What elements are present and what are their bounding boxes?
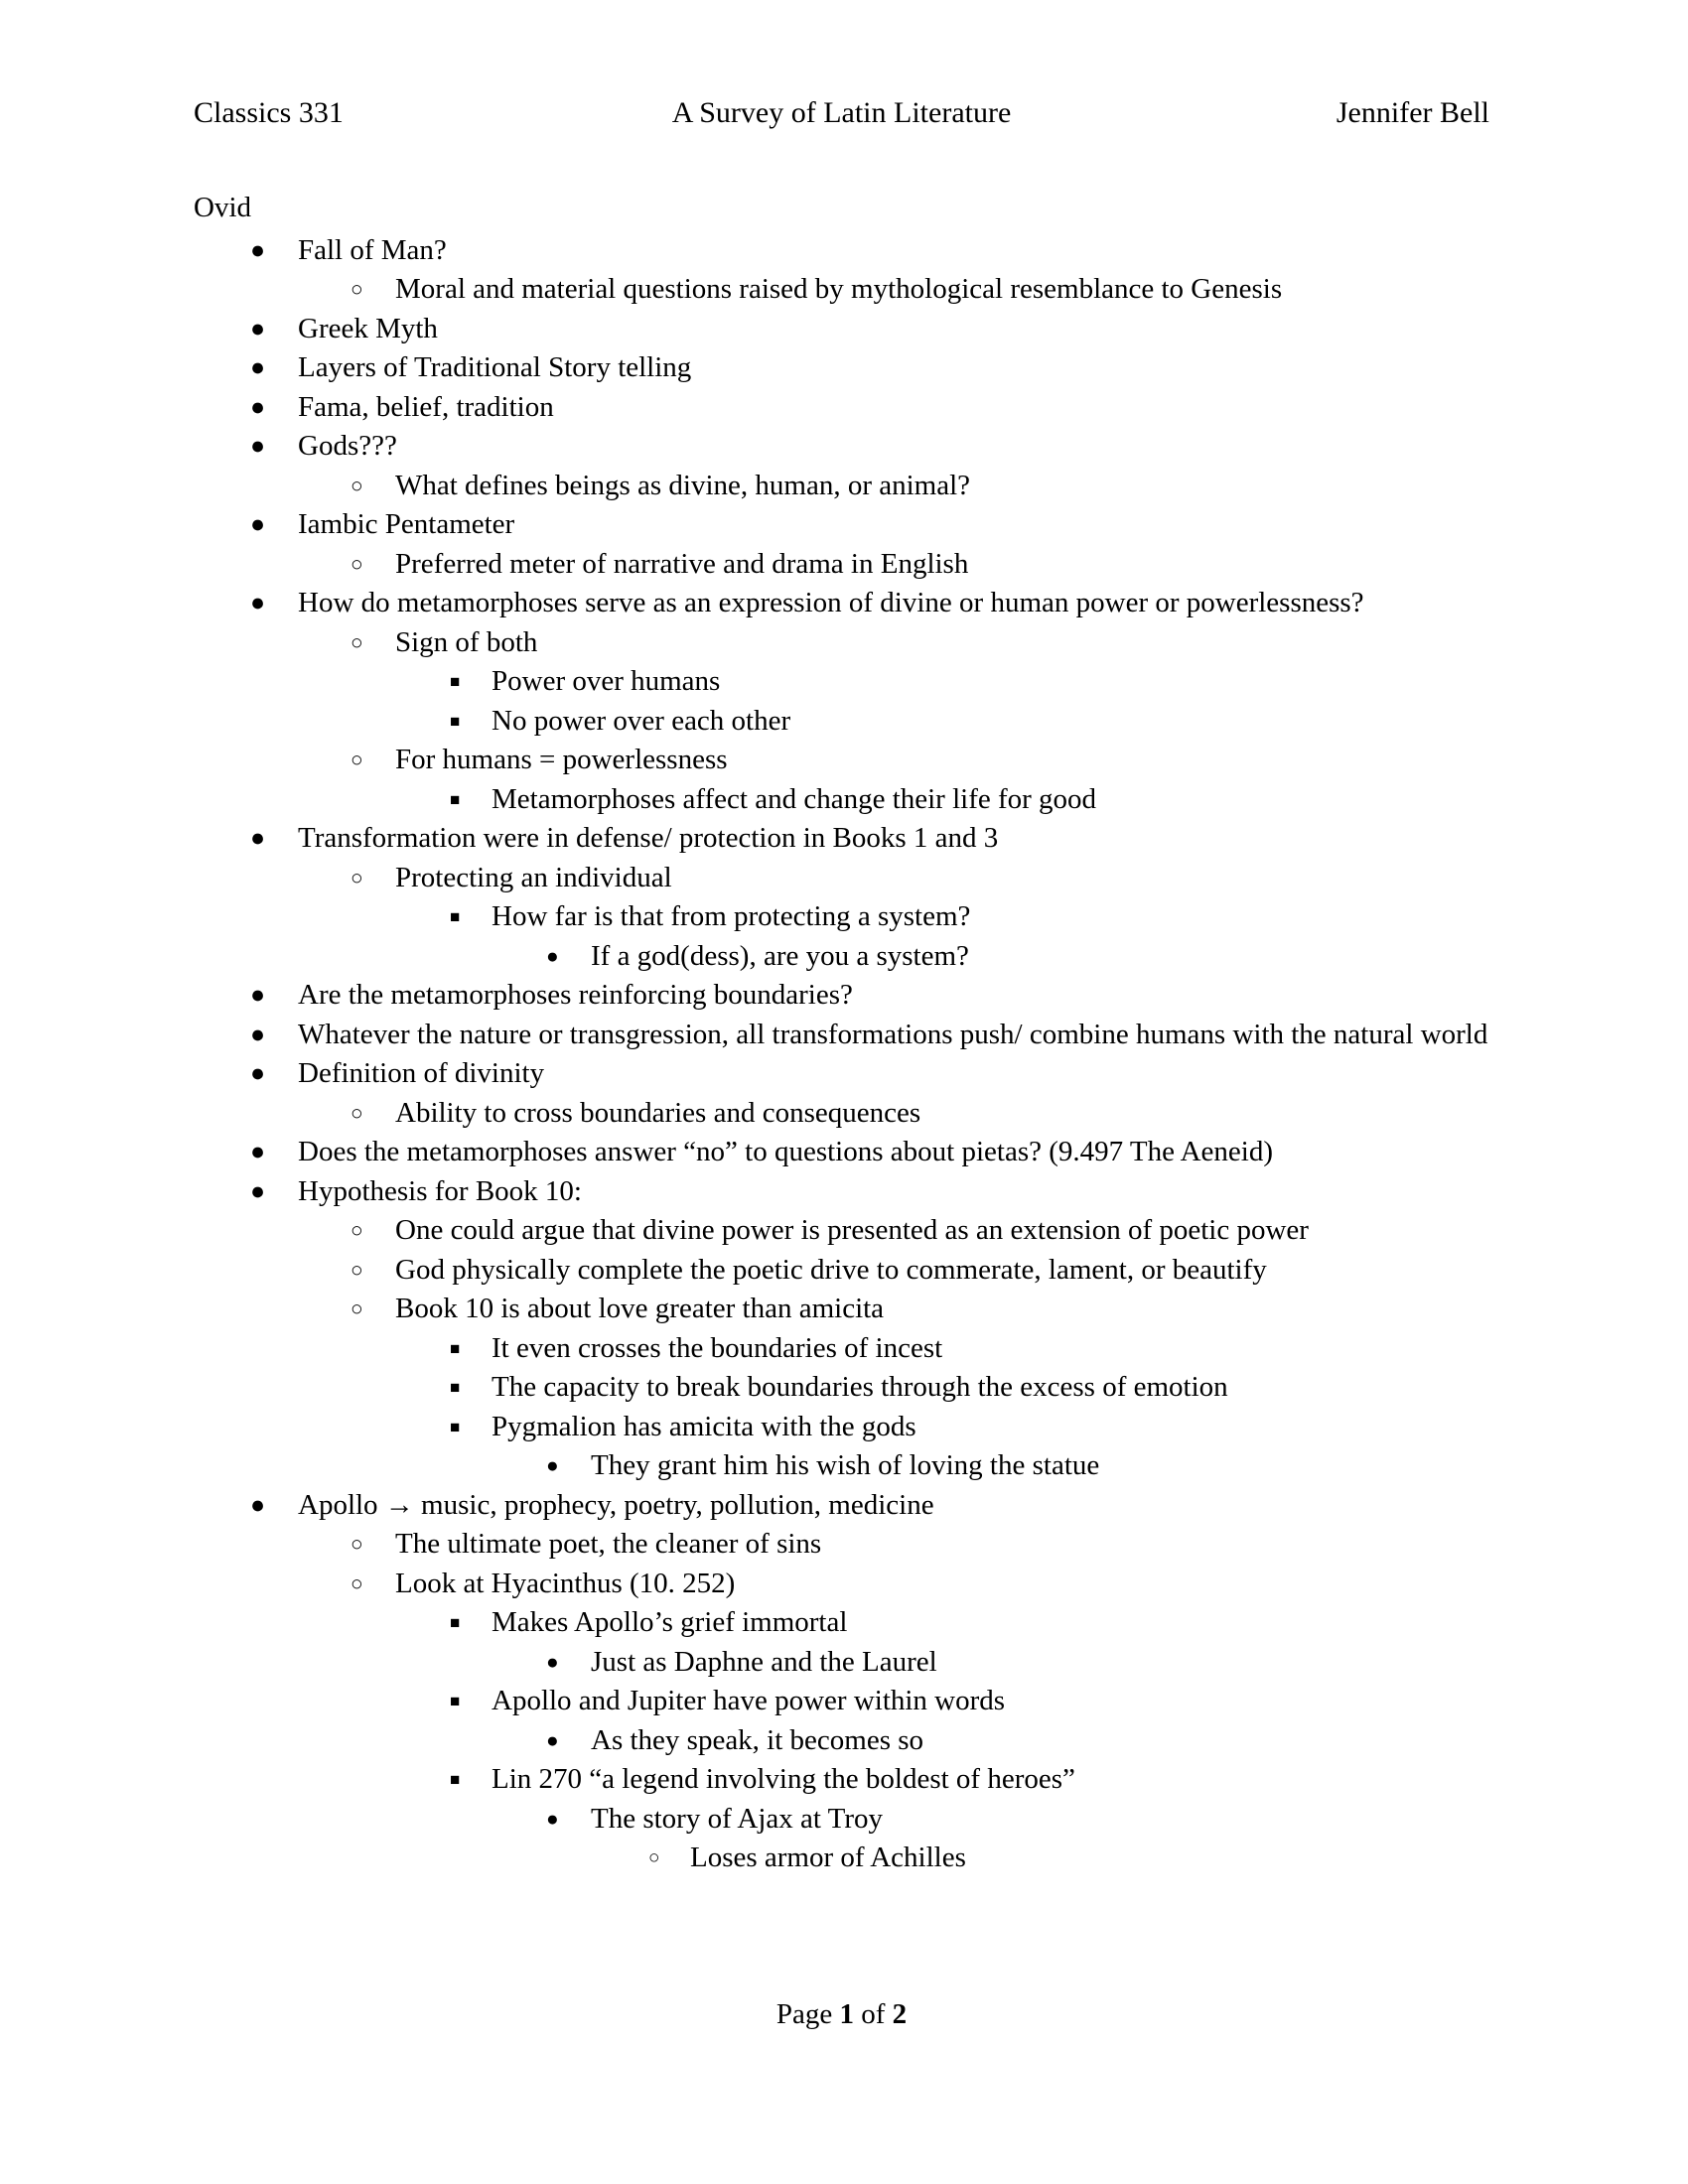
outline-item-text: God physically complete the poetic drive to commerate, lament, or beautify xyxy=(395,1253,1267,1286)
outline-item-level-4 xyxy=(194,1800,1489,1840)
outline-item-level-1 xyxy=(194,1016,1489,1055)
hollow-circle-bullet-icon: ○ xyxy=(351,1570,363,1595)
outline-item-level-4 xyxy=(194,1721,1489,1761)
outline-item-text: Book 10 is about love greater than amicita xyxy=(395,1293,885,1324)
footer-current-page: 1 xyxy=(839,1998,854,2030)
outline-item-level-1 xyxy=(194,1172,1489,1212)
filled-square-bullet-icon: ■ xyxy=(450,1338,461,1358)
filled-square-bullet-icon: ■ xyxy=(450,672,461,691)
footer-total-pages: 2 xyxy=(892,1998,908,2030)
filled-circle-small-bullet-icon: ● xyxy=(546,1727,559,1752)
filled-circle-bullet-icon: ● xyxy=(250,236,266,264)
filled-square-bullet-icon: ■ xyxy=(450,1378,461,1397)
filled-circle-bullet-icon: ● xyxy=(250,982,266,1009)
filled-circle-bullet-icon: ● xyxy=(250,393,266,421)
outline-item-text: For humans = powerlessness xyxy=(395,744,728,775)
filled-circle-bullet-icon: ● xyxy=(250,511,266,538)
outline-item-level-2 xyxy=(194,467,1489,506)
outline-item-level-1 xyxy=(194,1133,1489,1172)
outline-item-level-1 xyxy=(194,1486,1489,1526)
outline-item-level-3 xyxy=(194,1368,1489,1408)
outline-item-text: Look at Hyacinthus (10. 252) xyxy=(395,1567,736,1599)
outline-item-text: Definition of divinity xyxy=(298,1057,545,1089)
outline-item-level-4 xyxy=(194,937,1489,977)
outline-item-text: The capacity to break boundaries through the excess of emotion xyxy=(492,1371,1228,1403)
header-course-title: A Survey of Latin Literature xyxy=(671,96,1012,129)
filled-circle-small-bullet-icon: ● xyxy=(546,943,559,968)
outline-item-text: Power over humans xyxy=(492,665,721,697)
outline-item-level-3 xyxy=(194,662,1489,702)
outline-item-level-3 xyxy=(194,1329,1489,1369)
filled-circle-small-bullet-icon: ● xyxy=(546,1806,559,1831)
hollow-circle-bullet-icon: ○ xyxy=(351,473,363,497)
outline-item-text: Does the metamorphoses answer “no” to questions about pietas? (9.497 The Aeneid) xyxy=(298,1136,1273,1167)
outline-item-level-2 xyxy=(194,545,1489,585)
filled-circle-bullet-icon: ● xyxy=(250,433,266,460)
outline-item-level-1 xyxy=(194,427,1489,467)
filled-circle-bullet-icon: ● xyxy=(250,354,266,381)
outline-item-text: Are the metamorphoses reinforcing boundaries? xyxy=(298,979,853,1011)
outline-item-level-3 xyxy=(194,780,1489,820)
outline-item-level-1 xyxy=(194,310,1489,349)
outline-item-text: What defines beings as divine, human, or animal? xyxy=(395,469,971,501)
hollow-circle-bullet-icon: ○ xyxy=(351,1257,363,1282)
outline-item-text: Metamorphoses affect and change their life for good xyxy=(492,782,1097,815)
outline-item-level-1 xyxy=(194,388,1489,428)
outline-item-text: Greek Myth xyxy=(298,312,438,344)
outline-item-text: Just as Daphne and the Laurel xyxy=(591,1645,937,1678)
outline-item-text: Loses armor of Achilles xyxy=(690,1842,966,1873)
footer-middle: of xyxy=(853,1998,893,2030)
outline-item-level-1 xyxy=(194,584,1489,623)
outline-item-level-1 xyxy=(194,1054,1489,1094)
filled-circle-bullet-icon: ● xyxy=(250,315,266,342)
page-footer xyxy=(194,1995,1489,2034)
outline-item-text: Makes Apollo’s grief immortal xyxy=(492,1606,848,1638)
hollow-circle-bullet-icon: ○ xyxy=(351,1218,363,1242)
outline-item-text: Lin 270 “a legend involving the boldest of heroes” xyxy=(492,1763,1075,1795)
outline-item-level-1 xyxy=(194,976,1489,1016)
hollow-circle-bullet-icon: ○ xyxy=(351,1100,363,1125)
filled-square-bullet-icon: ■ xyxy=(450,1770,461,1789)
hollow-circle-bullet-icon: ○ xyxy=(351,1297,363,1320)
outline-item-text: Pygmalion has amicita with the gods xyxy=(492,1410,916,1442)
hollow-circle-bullet-icon: ○ xyxy=(351,748,363,771)
outline-item-text: Apollo → music, prophecy, poetry, pollution, medicine xyxy=(298,1488,934,1521)
outline-item-text: Hypothesis for Book 10: xyxy=(298,1174,582,1207)
outline-item-text: Fama, belief, tradition xyxy=(298,390,554,423)
outline-item-text: The story of Ajax at Troy xyxy=(591,1802,884,1835)
outline-item-text: Whatever the nature or transgression, all transformations push/ combine humans with the natural world xyxy=(298,1018,1488,1050)
outline-item-text: Moral and material questions raised by mythological resemblance to Genesis xyxy=(395,273,1283,305)
outline-item-level-5 xyxy=(194,1839,1489,1878)
hollow-circle-bullet-icon: ○ xyxy=(351,1532,363,1556)
filled-circle-small-bullet-icon: ● xyxy=(546,1453,559,1477)
outline-item-text: They grant him his wish of loving the statue xyxy=(591,1449,1100,1481)
filled-square-bullet-icon: ■ xyxy=(450,1692,461,1710)
outline-item-level-3 xyxy=(194,1760,1489,1800)
outline-item-level-2 xyxy=(194,270,1489,310)
outline-item-text: If a god(dess), are you a system? xyxy=(591,939,969,972)
outline-item-level-3 xyxy=(194,1603,1489,1643)
outline-item-text: As they speak, it becomes so xyxy=(591,1723,924,1756)
filled-square-bullet-icon: ■ xyxy=(450,789,461,809)
filled-circle-bullet-icon: ● xyxy=(250,590,266,616)
filled-circle-bullet-icon: ● xyxy=(250,1060,266,1087)
outline-item-text: Transformation were in defense/ protection in Books 1 and 3 xyxy=(298,822,999,854)
outline-item-level-2 xyxy=(194,1211,1489,1251)
filled-square-bullet-icon: ■ xyxy=(450,907,461,926)
outline-item-level-4 xyxy=(194,1643,1489,1683)
hollow-circle-bullet-icon: ○ xyxy=(351,277,363,301)
outline-item-text: It even crosses the boundaries of incest xyxy=(492,1331,943,1364)
outline-item-level-2 xyxy=(194,1525,1489,1565)
outline-item-text: Iambic Pentameter xyxy=(298,508,515,540)
outline-item-text: No power over each other xyxy=(492,704,791,737)
header-course-code: Classics 331 xyxy=(194,96,344,129)
outline-item-level-3 xyxy=(194,1682,1489,1721)
outline-item-level-1 xyxy=(194,348,1489,388)
filled-circle-bullet-icon: ● xyxy=(250,1177,266,1205)
outline-item-level-3 xyxy=(194,1408,1489,1447)
outline-item-text: How do metamorphoses serve as an expression of divine or human power or powerlessness? xyxy=(298,587,1364,618)
filled-square-bullet-icon: ■ xyxy=(450,1417,461,1436)
outline-item-text: How far is that from protecting a system? xyxy=(492,900,971,932)
hollow-circle-bullet-icon: ○ xyxy=(351,629,363,654)
filled-circle-bullet-icon: ● xyxy=(250,1491,266,1519)
outline-item-text: Ability to cross boundaries and consequences xyxy=(395,1096,921,1129)
outline-item-level-1 xyxy=(194,819,1489,859)
filled-circle-bullet-icon: ● xyxy=(250,825,266,852)
outline-item-level-3 xyxy=(194,702,1489,742)
running-header xyxy=(194,95,1489,131)
outline-item-level-1 xyxy=(194,505,1489,545)
outline-item-level-2 xyxy=(194,1094,1489,1134)
filled-circle-small-bullet-icon: ● xyxy=(546,1649,559,1674)
hollow-circle-bullet-icon: ○ xyxy=(351,551,363,576)
filled-square-bullet-icon: ■ xyxy=(450,1613,461,1632)
outline-item-level-2 xyxy=(194,1290,1489,1329)
outline-item-text: Fall of Man? xyxy=(298,233,447,266)
filled-circle-bullet-icon: ● xyxy=(250,1139,266,1165)
outline-list xyxy=(194,231,1489,1878)
outline-item-level-2 xyxy=(194,1251,1489,1291)
header-author-name: Jennifer Bell xyxy=(1336,96,1489,129)
outline-item-level-2 xyxy=(194,859,1489,898)
outline-body xyxy=(194,189,1489,1878)
filled-circle-bullet-icon: ● xyxy=(250,1021,266,1048)
outline-item-text: Apollo and Jupiter have power within words xyxy=(492,1685,1006,1716)
outline-item-level-2 xyxy=(194,623,1489,663)
outline-item-level-1 xyxy=(194,231,1489,271)
outline-item-level-2 xyxy=(194,1565,1489,1604)
hollow-circle-bullet-icon: ○ xyxy=(648,1847,660,1868)
topic-heading: Ovid xyxy=(194,192,251,223)
footer-prefix: Page xyxy=(775,1998,840,2030)
outline-item-text: Gods??? xyxy=(298,430,397,462)
outline-item-text: Preferred meter of narrative and drama in English xyxy=(395,547,969,580)
hollow-circle-bullet-icon: ○ xyxy=(351,865,363,889)
outline-item-text: Protecting an individual xyxy=(395,861,672,893)
outline-item-level-3 xyxy=(194,897,1489,937)
filled-square-bullet-icon: ■ xyxy=(450,711,461,731)
outline-item-text: Sign of both xyxy=(395,625,538,658)
outline-item-level-4 xyxy=(194,1446,1489,1486)
outline-item-text: The ultimate poet, the cleaner of sins xyxy=(395,1528,822,1560)
outline-item-text: One could argue that divine power is presented as an extension of poetic power xyxy=(395,1214,1309,1246)
outline-item-level-2 xyxy=(194,741,1489,780)
outline-item-text: Layers of Traditional Story telling xyxy=(298,351,692,383)
